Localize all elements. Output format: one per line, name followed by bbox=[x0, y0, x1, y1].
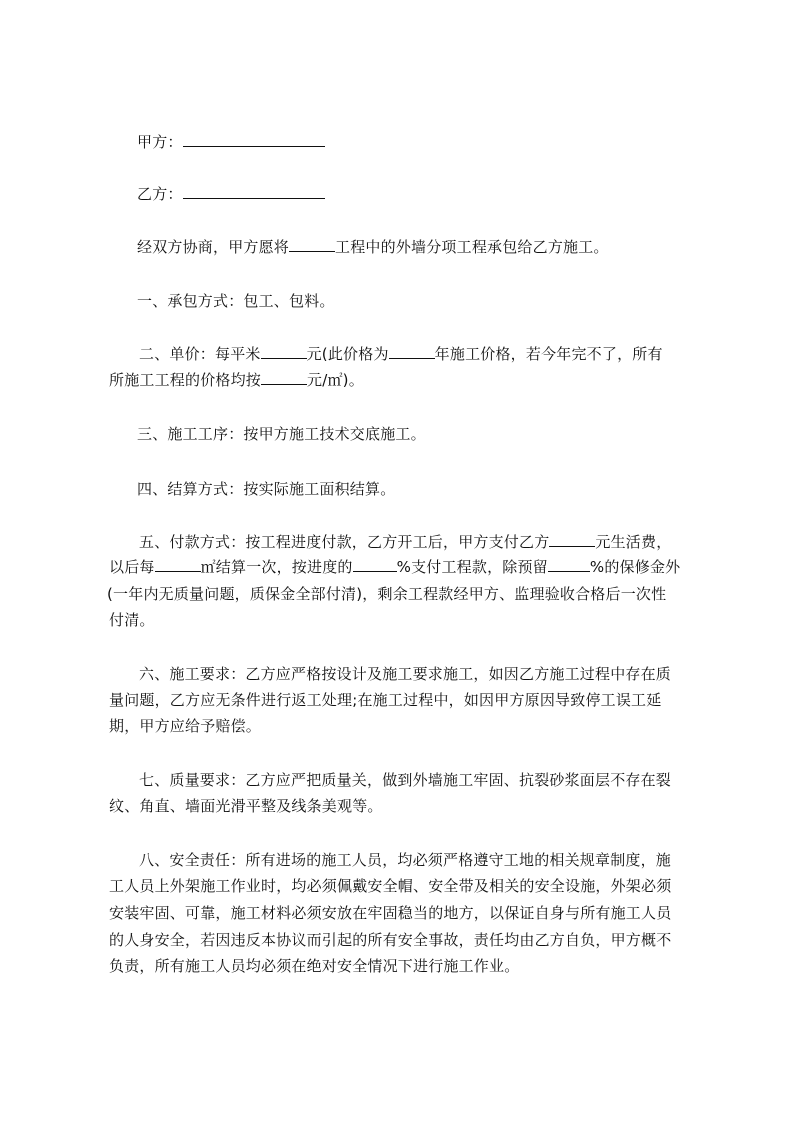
unit-price-blank bbox=[261, 344, 307, 359]
clause-2-line-1 bbox=[139, 344, 663, 364]
clause-3-text: 三、施工工序：按甲方施工技术交底施工。 bbox=[137, 425, 426, 443]
clause-5-text: 元生活费， bbox=[595, 533, 672, 551]
retention-percent-blank bbox=[548, 557, 590, 572]
project-name-blank bbox=[289, 237, 335, 252]
clause-5-text: %支付工程款，除预留 bbox=[396, 558, 548, 576]
clause-8-line-2 bbox=[109, 876, 671, 896]
price-per-m2-blank bbox=[261, 370, 307, 385]
clause-5-text: (一年内无质量问题，质保金全部付清)，剩余工程款经甲方、监理验收合格后一次性 bbox=[107, 585, 667, 603]
clause-2-text: 元(此价格为 bbox=[306, 345, 389, 363]
clause-8-text: 的人身安全，若因违反本协议而引起的所有安全事故，责任均由乙方自负，甲方概不 bbox=[109, 931, 672, 949]
clause-7-line-1 bbox=[139, 770, 671, 790]
clause-2-text: 二、单价：每平米 bbox=[139, 345, 261, 363]
clause-5-text: 以后每 bbox=[109, 558, 155, 576]
clause-6-text: 期，甲方应给予赔偿。 bbox=[109, 717, 262, 735]
settlement-area-blank bbox=[155, 557, 201, 572]
clause-6-line-2 bbox=[109, 690, 661, 710]
clause-8-line-3 bbox=[109, 903, 671, 923]
clause-5-line-1 bbox=[139, 532, 671, 552]
clause-5-text: 付清。 bbox=[109, 611, 155, 629]
clause-8-text: 负责，所有施工人员均必须在绝对安全情况下进行施工作业。 bbox=[109, 957, 520, 975]
clause-8-text: 八、安全责任：所有进场的施工人员，均必须严格遵守工地的相关规章制度，施 bbox=[139, 851, 672, 869]
living-expense-blank bbox=[549, 532, 595, 547]
clause-7-text: 七、质量要求：乙方应严把质量关，做到外墙施工牢固、抗裂砂浆面层不存在裂 bbox=[139, 771, 672, 789]
clause-4-text: 四、结算方式：按实际施工面积结算。 bbox=[137, 480, 396, 498]
clause-6-line-3 bbox=[109, 716, 261, 736]
clause-5-text: 五、付款方式：按工程进度付款，乙方开工后，甲方支付乙方 bbox=[139, 533, 550, 551]
party-b-line bbox=[137, 184, 325, 204]
clause-8-text: 工人员上外架施工作业时，均必须佩戴安全帽、安全带及相关的安全设施，外架必须 bbox=[109, 877, 672, 895]
party-a-label: 甲方： bbox=[137, 133, 183, 151]
clause-2-text: 元/㎡)。 bbox=[307, 371, 364, 389]
clause-6-text: 量问题，乙方应无条件进行返工处理;在施工过程中，如因甲方原因导致停工误工延 bbox=[109, 691, 662, 709]
clause-6-text: 六、施工要求：乙方应严格按设计及施工要求施工，如因乙方施工过程中存在质 bbox=[139, 665, 672, 683]
clause-7-line-2 bbox=[109, 796, 383, 816]
clause-5-line-3 bbox=[107, 584, 666, 604]
clause-5-text: %的保修金外 bbox=[589, 558, 681, 576]
clause-5-line-2 bbox=[109, 557, 680, 577]
intro-paragraph bbox=[137, 237, 609, 257]
party-a-blank bbox=[183, 132, 325, 147]
clause-5-text: ㎡结算一次，按进度的 bbox=[200, 558, 353, 576]
clause-8-text: 安装牢固、可靠，施工材料必须安放在牢固稳当的地方，以保证自身与所有施工人员 bbox=[109, 904, 672, 922]
clause-8-line-1 bbox=[139, 850, 671, 870]
party-b-label: 乙方： bbox=[137, 185, 183, 203]
intro-text-before: 经双方协商，甲方愿将 bbox=[137, 238, 290, 256]
payment-percent-blank bbox=[353, 557, 397, 572]
clause-2-text: 所施工工程的价格均按 bbox=[109, 371, 262, 389]
clause-7-text: 纹、角直、墙面光滑平整及线条美观等。 bbox=[109, 797, 383, 815]
clause-1-text: 一、承包方式：包工、包料。 bbox=[137, 292, 335, 310]
clause-1 bbox=[137, 291, 335, 311]
clause-2-line-2 bbox=[109, 370, 364, 390]
party-a-line bbox=[137, 132, 325, 152]
party-b-blank bbox=[183, 184, 325, 199]
clause-2-text: 年施工价格，若今年完不了，所有 bbox=[434, 345, 663, 363]
intro-text-after: 工程中的外墙分项工程承包给乙方施工。 bbox=[335, 238, 609, 256]
clause-3 bbox=[137, 424, 426, 444]
clause-8-line-4 bbox=[109, 930, 671, 950]
clause-5-line-4 bbox=[109, 610, 155, 630]
clause-4 bbox=[137, 479, 395, 499]
price-year-blank bbox=[389, 344, 435, 359]
clause-6-line-1 bbox=[139, 664, 671, 684]
clause-8-line-5 bbox=[109, 956, 519, 976]
